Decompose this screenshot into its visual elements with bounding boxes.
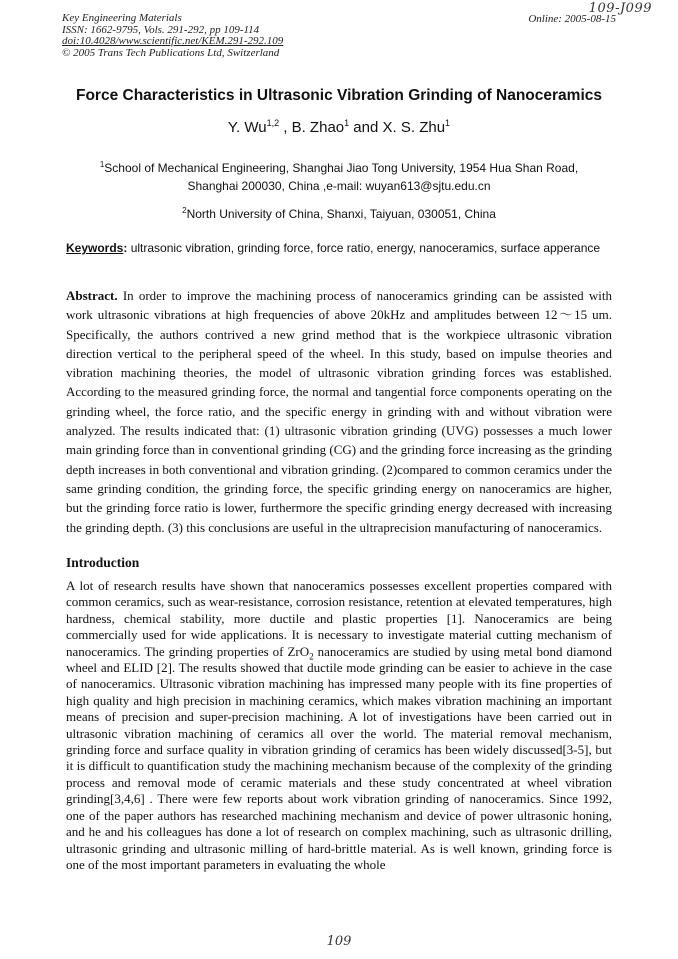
affiliation-line: Shanghai 200030, China ,e-mail: wuyan613@sjtu.edu.cn	[187, 179, 491, 193]
abstract-block	[66, 286, 612, 537]
affiliation-1	[0, 156, 678, 195]
handwritten-note: 109-J099	[588, 1, 652, 16]
keywords-text: ultrasonic vibration, grinding force, force ratio, energy, nanoceramics, surface apperance	[127, 241, 601, 255]
paper-title: Force Characteristics in Ultrasonic Vibration Grinding of Nanoceramics	[76, 87, 602, 104]
author-affiliation-mark: 1,2	[266, 118, 280, 128]
keywords-block: Keywords: ultrasonic vibration, grinding force, force ratio, energy, nanoceramics, surface apperance	[66, 241, 601, 255]
abstract-label: Abstract.	[66, 288, 118, 303]
affiliation-mark: 2	[182, 206, 187, 215]
affiliation-mark: 1	[99, 160, 105, 169]
author-affiliation-mark: 1	[344, 118, 350, 128]
author-separator: and	[349, 119, 383, 136]
introduction-text: A lot of research results have shown that nanoceramics possesses excellent properties compared with common ceramics, such as wear-resistance, corrosion resistance, retention at elevated temperatures, high hardness, chemical stability, more ductile and plastic properties [1]. Nanoceramics are being commercially used for wide applications. It is necessary to investigate material cutting mechanism of nanoceramics. The grinding properties of ZrO	[66, 578, 612, 659]
journal-name: Key Engineering Materials	[62, 12, 182, 24]
introduction-text: nanoceramics are studied by using metal bond diamond wheel and ELID [2]. The results showed that ductile mode grinding can be easier to achieve in the case of nanoceramics. Ultrasonic vibration machining has impressed many people with its fine properties of high quality and high precision in machining ceramics, which makes vibration machining an important means of precision and super-precision machining. A lot of investigations have been carried out in ultrasonic vibration machining of ceramics all over the world. The material removal mechanism, grinding force and surface quality in vibration grinding of ceramics has been widely discussed[3-5], but it is difficult to quantification study the machining mechanism because of the complexity of the grinding process and removal mode of ceramic materials and these study concentrated at wheel vibration grinding[3,4,6] . There were few reports about work vibration grinding of nanoceramics. Since 1992, one of the paper authors has researched machining mechanism and device of power ultrasonic honing, and he and his colleagues has done a lot of research on complex machining, such as ultrasonic drilling, ultrasonic grinding and ultrasonic milling of hard-brittle material. As is well known, grinding force is one of the most important parameters in evaluating the whole	[66, 643, 612, 872]
author-list	[0, 118, 678, 136]
issn-line: ISSN: 1662-9795, Vols. 291-292, pp 109-114	[62, 23, 260, 36]
abstract-text: In order to improve the machining process of nanoceramics grinding can be assisted with work ultrasonic vibrations at high frequencies of above 20kHz and amplitudes between 12～15 um. Specifically, the authors contrived a new grind method that is the workpiece ultrasonic vibration direction vertical to the peripheral speed of the wheel. In this study, based on impulse theories and vibration machining theories, the model of ultrasonic vibration grinding forces was established. According to the measured grinding force, the normal and tangential force components operating on the grinding wheel, the force ratio, and the specific energy in grinding with and without vibration were analyzed. The results indicated that: (1) ultrasonic vibration grinding (UVG) possesses a much lower main grinding force than in conventional grinding (CG) and the grinding force increasing as the grinding depth increases in both conventional and vibration grinding. (2)compared to common ceramics under the same grinding condition, the grinding force, the specific grinding energy on nanoceramics are higher, but the grinding force ratio is lower, furthermore the specific grinding energy decreased with increasing the grinding depth. (3) this conclusions are useful in the ultraprecision manufacturing of nanoceramics.	[66, 288, 612, 535]
affiliation-text: North University of China, Shanxi, Taiyuan, 030051, China	[186, 207, 496, 221]
section-heading-introduction: Introduction	[66, 555, 140, 570]
keywords-label: Keywords	[66, 241, 124, 255]
page-number: 109	[326, 934, 352, 949]
affiliation-text: School of Mechanical Engineering, Shanghai Jiao Tong University, 1954 Hua Shan Road,	[104, 161, 579, 175]
author-name: B. Zhao	[291, 119, 345, 136]
formula-subscript: 2	[309, 651, 314, 662]
copyright-line: © 2005 Trans Tech Publications Ltd, Switzerland	[62, 46, 280, 59]
author-name: Y. Wu	[227, 119, 267, 136]
introduction-body	[66, 578, 612, 873]
author-name: X. S. Zhu	[382, 119, 446, 136]
online-date: Online: 2005-08-15	[528, 13, 616, 25]
affiliation-2	[0, 202, 678, 223]
doi-link[interactable]: doi:10.4028/www.scientific.net/KEM.291-292.109	[62, 35, 284, 47]
author-separator: ,	[279, 119, 292, 136]
affiliation-line	[0, 156, 678, 177]
journal-header	[62, 13, 283, 59]
author-affiliation-mark: 1	[445, 118, 451, 128]
